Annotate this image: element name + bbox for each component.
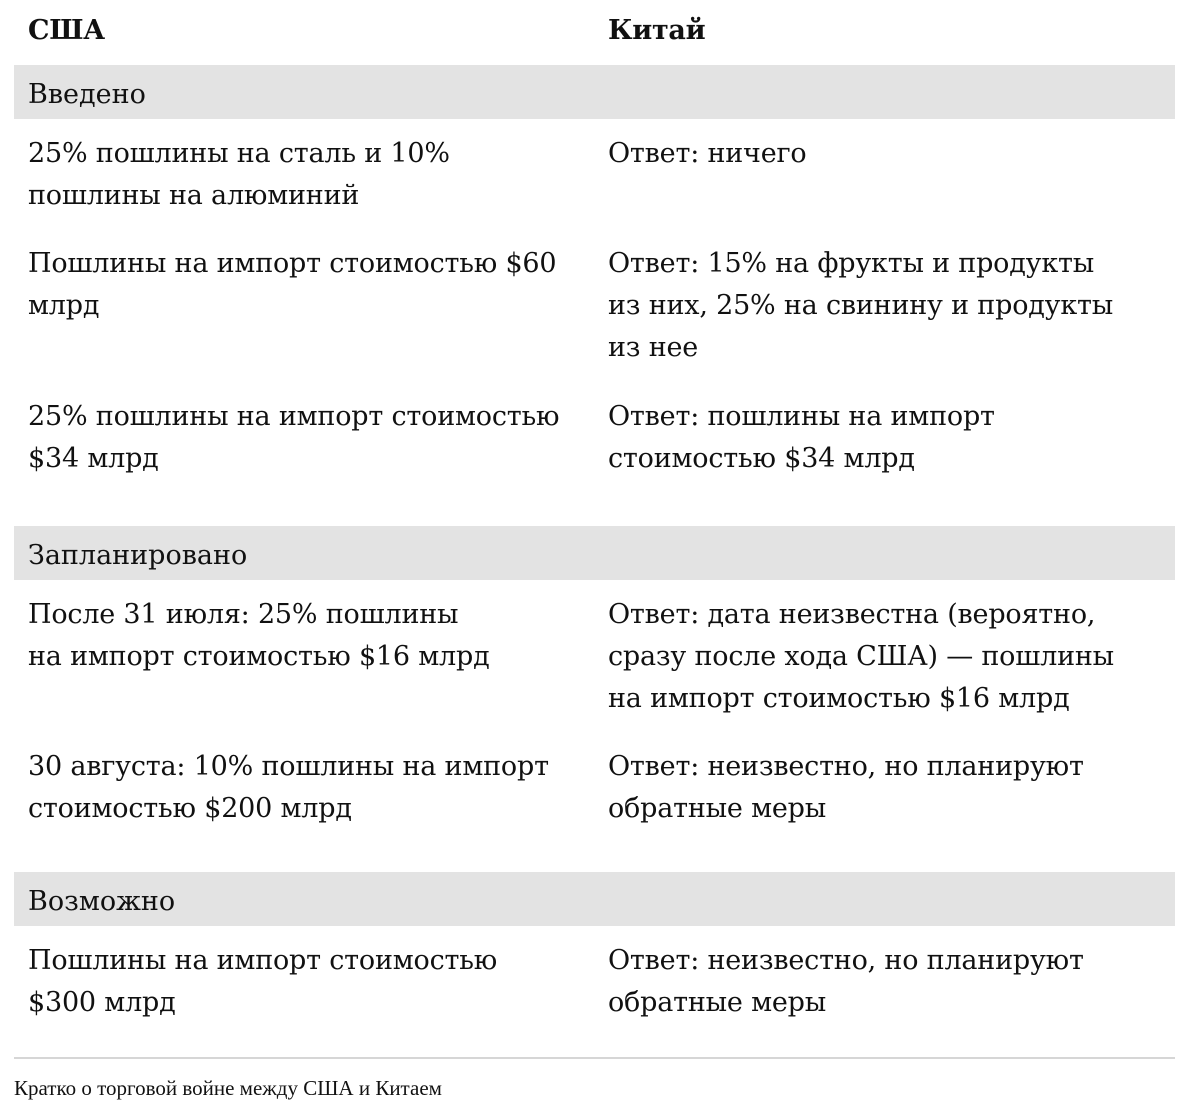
table-row [14,926,1175,1046]
section-label: Введено [28,79,146,110]
table-row [14,231,1175,384]
usa-cell: Пошлины на импорт стоимостью $300 млрд [28,945,498,1018]
table-caption: Кратко о торговой войне между США и Китаем [14,1076,442,1100]
table-row [14,734,1175,872]
usa-cell: Пошлины на импорт стоимостью $60 млрд [28,248,557,321]
china-cell: Ответ: дата неизвестна (вероятно, сразу после хода США) — пошлины на импорт стоимостью $16 млрд [608,599,1114,714]
table-row [14,119,1175,231]
header-usa: США [28,15,105,46]
usa-cell: После 31 июля: 25% пошлины на импорт стоимостью $16 млрд [28,599,490,672]
section-label: Запланировано [28,540,248,571]
table-row [14,384,1175,526]
section-band-planned [14,526,1175,580]
tariff-comparison-table [14,0,1175,1046]
section-band-introduced [14,65,1175,119]
china-cell: Ответ: ничего [608,138,807,169]
china-cell: Ответ: неизвестно, но планируют обратные меры [608,751,1084,824]
table-row [14,580,1175,734]
china-cell: Ответ: 15% на фрукты и продукты из них, 25% на свинину и продукты из нее [608,248,1114,363]
usa-cell: 25% пошлины на импорт стоимостью $34 млрд [28,401,560,474]
caption-divider [14,1057,1175,1059]
china-cell: Ответ: пошлины на импорт стоимостью $34 млрд [608,401,995,474]
section-band-possible [14,872,1175,926]
usa-cell: 25% пошлины на сталь и 10% пошлины на алюминий [28,138,450,211]
usa-cell: 30 августа: 10% пошлины на импорт стоимостью $200 млрд [28,751,549,824]
header-china: Китай [608,15,706,46]
china-cell: Ответ: неизвестно, но планируют обратные меры [608,945,1084,1018]
table-header-row [14,0,1175,64]
section-label: Возможно [28,886,176,917]
